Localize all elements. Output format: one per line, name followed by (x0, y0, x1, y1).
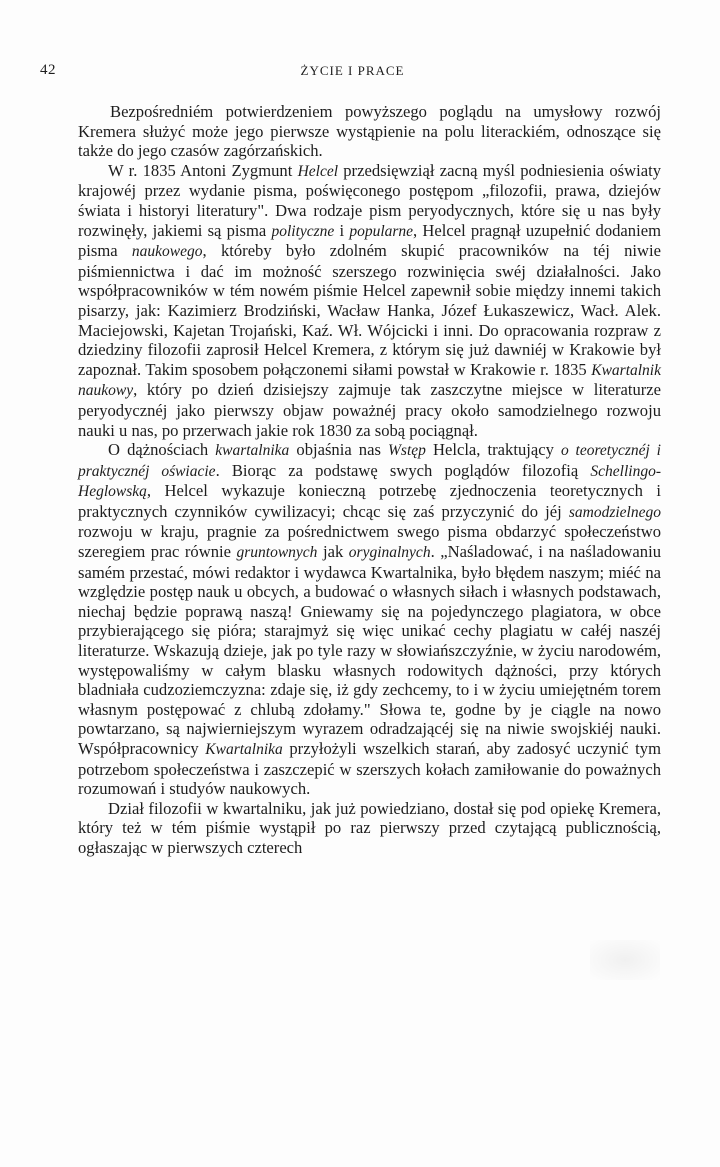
italic-text-segment: gruntownych (236, 544, 318, 562)
page-header (40, 62, 665, 84)
text-segment: przedsięwziął zacną myśl podniesienia oświaty krajowéj przez wydanie pisma, poświęconego postępom „filozofii, prawa, dziejów świata i historyi literatury". Dwa rodzaje pism peryodycznych, które się u nas były rozwinęły, jakiemi są pisma (78, 160, 661, 240)
body-text (78, 102, 661, 858)
text-segment: rozwoju w kraju, pragnie za pośrednictwem swego pisma obdarzyć społeczeństwo szeregiem prac równie (78, 522, 661, 562)
text-segment: , któreby było zdolném skupić pracowników na téj niwie piśmiennictwa i dać im możność szerszego rozwinięcia swéj działalności. Jako współpracowników w tém nowém piśmie Helcel zapewnił sobie między innemi takich pisarzy, jak: Kazimierz Brodziński, Wacław Hanka, Józef Łukaszewicz, Wacł. Alek. Maciejowski, Kajetan Trojański, Kaź. Wł. Wójcicki i inni. Do opracowania rozpraw z dziedziny filozofii zaprosił Helcel Kremera, z którym się już dawniéj w Krakowie był zapoznał. Takim sposobem połączonemi siłami powstał w Krakowie r. 1835 (78, 241, 661, 379)
italic-text-segment: popularne (349, 222, 414, 240)
text-segment: objaśnia nas (289, 440, 389, 460)
text-segment: i (334, 220, 350, 240)
paper-smudge (590, 940, 660, 980)
text-segment: O dążnościach (108, 440, 216, 460)
italic-text-segment: naukowego (131, 243, 203, 261)
text-segment: . „Naśladować, i na naśladowaniu samém przestać, mówi redaktor i wydawca Kwartalnika, było błędem naszym; miéć na względzie postęp nauk u obcych, a budować o własnych siłach i własnych podstawach, niechaj będzie poprawą naszą! Gniewamy się na pojedynczego plagiatora, w obce przybierającego się pióra; starajmyż się więc unikać cechy plagiatu w całéj naszéj literaturze. Wskazują dzieje, jak po tyle razy w słowiańszczyźnie, w życiu narodowém, występowaliśmy w całym blasku własnych rodowitych dążności, przy których bladniała cudzoziemczyzna: zdaje się, iż gdy zechcemy, to i w życiu umiejętném torem własnym postępować z chlubą zdołamy." Słowa te, godne by je ciągle na nowo powtarzano, są najwierniejszym wyrazem odradzającéj się na niwie swojskiéj nauki. Współpracownicy (78, 542, 661, 758)
text-segment: Helcla, traktujący (425, 440, 561, 460)
paragraph (78, 440, 661, 799)
italic-text-segment: Kwartalnika (205, 741, 283, 758)
text-segment: Bezpośredniém potwierdzeniem powyższego poglądu na umysłowy rozwój Kremera służyć może jego pierwsze wystąpienie na polu literackiém, odnoszące się także do jego czasów zagórzańskich. (78, 102, 661, 161)
italic-text-segment: Kwartalnik naukowy (78, 361, 661, 400)
text-segment: , Helcel wykazuje konieczną potrzebę zjednoczenia teoretycznych i praktycznych czynników cywilizacyi; chcąc się zaś przyczynić do jéj (78, 481, 661, 521)
text-segment: Dział filozofii w kwartalniku, jak już powiedziano, dostał się pod opiekę Kremera, który też w tém piśmie wystąpił po raz pierwszy przed czytającą publicznością, ogłaszając w pierwszych czterech (78, 798, 661, 857)
italic-text-segment: samodzielnego (568, 503, 661, 521)
paragraph (78, 102, 661, 161)
italic-text-segment: polityczne (271, 222, 335, 240)
text-segment: W r. 1835 Antoni Zygmunt (108, 160, 298, 180)
italic-text-segment: Schellingo-Heglowską (78, 462, 661, 501)
text-segment: . Biorąc za podstawę swych poglądów filozofią (215, 460, 591, 480)
text-segment: , który po dzień dzisiejszy zajmuje tak zaszczytne miejsce w literaturze peryodycznéj jako pierwszy objaw poważnéj pracy około samodzielnego rozwoju nauki u nas, po przerwach jakie rok 1830 za sobą pociągnął. (78, 380, 661, 440)
text-segment: przyłożyli wszelkich starań, aby zadosyć uczynić tym potrzebom społeczeństwa i zaszczepić w szerszych kołach zamiłowanie do poważnych rozumowań i studyów naukowych. (78, 739, 661, 799)
page-number: 42 (40, 62, 56, 78)
italic-text-segment: o teoretycznéj i praktycznéj oświacie (78, 442, 661, 480)
paragraph (78, 799, 661, 858)
text-segment: , Helcel pragnął uzupełnić dodaniem pisma (78, 220, 661, 261)
italic-text-segment: Helcel (297, 162, 339, 180)
italic-text-segment: kwartalnika (215, 442, 290, 460)
paragraph (78, 161, 661, 440)
italic-text-segment: Wstęp (388, 442, 426, 460)
text-segment: jak (317, 542, 349, 562)
italic-text-segment: oryginalnych (348, 544, 431, 562)
running-head: ŻYCIE I PRACE (300, 63, 405, 78)
